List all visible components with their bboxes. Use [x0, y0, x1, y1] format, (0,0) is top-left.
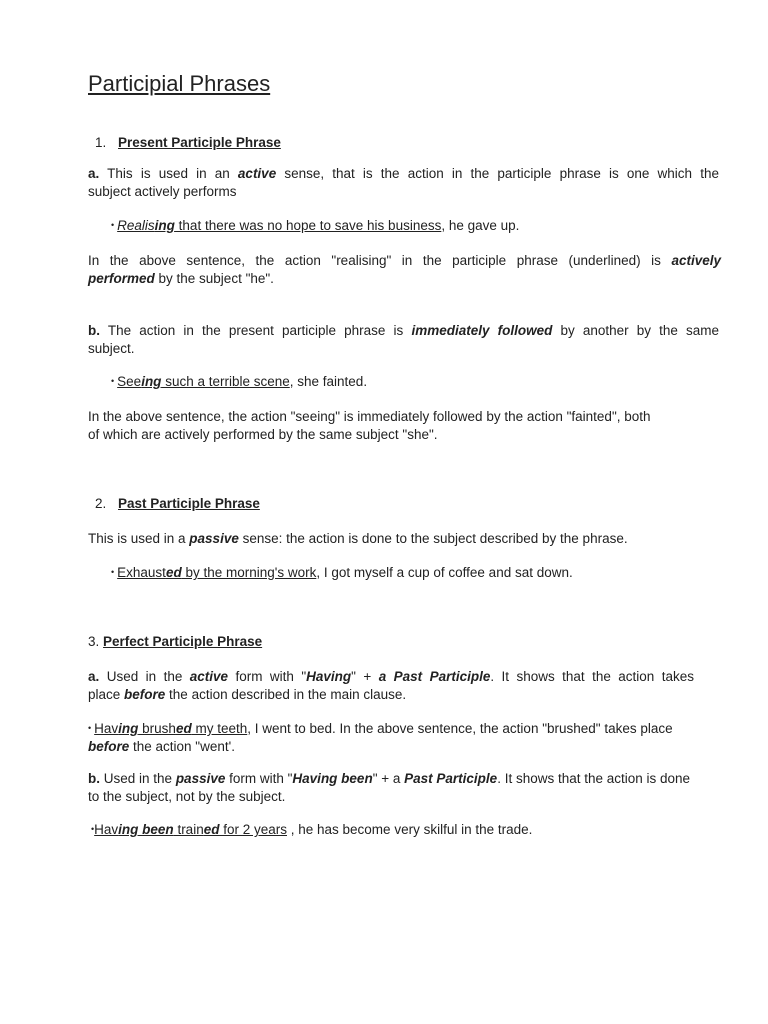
- emphasis: Having been: [292, 771, 373, 786]
- text: the action "went'.: [129, 739, 235, 754]
- explanation-line: In the above sentence, the action "seeing" is immediately followed by the action "fainted", both: [88, 409, 651, 424]
- explanation-line: of which are actively performed by the same subject "she".: [88, 427, 438, 442]
- paragraph: [88, 322, 719, 356]
- text: . It shows that the action takes: [490, 669, 694, 684]
- emphasis: Past Participle: [404, 771, 498, 786]
- text: The action in the present participle phrase is: [107, 323, 404, 338]
- section-number: 1.: [95, 135, 107, 150]
- section-title: Perfect Participle Phrase: [103, 634, 263, 649]
- participle-suffix: ed: [175, 721, 192, 736]
- text: " + a: [372, 771, 405, 786]
- emphasis: active: [237, 166, 277, 181]
- bullet-icon: •: [91, 824, 95, 834]
- item-label: b.: [88, 323, 100, 338]
- text: In the above sentence, the action "realising" in the participle phrase (underlined) is: [88, 253, 661, 268]
- emphasis: active: [189, 669, 229, 684]
- text: place: [88, 687, 125, 702]
- participle-suffix: ing been: [118, 822, 174, 837]
- emphasis: a Past Participle: [378, 669, 491, 684]
- example-sentence: [111, 217, 519, 234]
- item-label: b.: [88, 771, 100, 786]
- underlined-phrase: for 2 years: [219, 822, 287, 837]
- text: form with ": [235, 669, 307, 684]
- text: sense: the action is done to the subject described by the phrase.: [238, 531, 628, 546]
- section-3-heading: [88, 633, 262, 650]
- example-sentence: [88, 720, 673, 737]
- emphasis: performed: [88, 271, 155, 286]
- item-label: a.: [88, 166, 100, 181]
- main-clause: , I went to bed. In the above sentence, the action "brushed" takes place: [247, 721, 673, 736]
- emphasis: Having: [306, 669, 352, 684]
- emphasis: passive: [175, 771, 226, 786]
- example-sentence: [111, 373, 367, 390]
- text: form with ": [225, 771, 293, 786]
- emphasis: passive: [189, 531, 239, 546]
- underlined-phrase: Realis: [117, 218, 155, 233]
- participle-suffix: ed: [203, 822, 220, 837]
- paragraph-line: subject.: [88, 341, 135, 356]
- text: sense, that is the action in the participle phrase is one which the: [284, 166, 719, 181]
- text: by the subject "he".: [154, 271, 274, 286]
- emphasis: before: [88, 739, 130, 754]
- participle-suffix: ing: [118, 721, 139, 736]
- emphasis: before: [124, 687, 166, 702]
- example-sentence: [111, 564, 573, 581]
- bullet-icon: •: [111, 220, 115, 230]
- paragraph: [88, 770, 690, 787]
- bullet-icon: •: [88, 723, 92, 733]
- explanation-line: [88, 270, 274, 287]
- paragraph-line: [88, 686, 406, 703]
- underlined-phrase: such a terrible scene: [161, 374, 290, 389]
- section-number: 2.: [95, 496, 107, 511]
- section-2-heading: [95, 495, 260, 512]
- section-number: 3.: [88, 634, 100, 649]
- text: Used in the: [103, 771, 176, 786]
- section-title: Past Participle Phrase: [118, 496, 260, 511]
- example-sentence: [91, 821, 532, 838]
- example-line: [88, 738, 235, 755]
- underlined-phrase: Exhaust: [117, 565, 166, 580]
- underlined-phrase: that there was no hope to save his business: [174, 218, 442, 233]
- page-title: Participial Phrases: [88, 71, 271, 96]
- underlined-phrase: by the morning's work: [181, 565, 317, 580]
- emphasis: immediately followed: [411, 323, 553, 338]
- text: . It shows that the action is done: [497, 771, 691, 786]
- underlined-phrase: my teeth: [191, 721, 248, 736]
- item-label: a.: [88, 669, 100, 684]
- text: Used in the: [106, 669, 183, 684]
- text: the action described in the main clause.: [165, 687, 407, 702]
- underlined-phrase: train: [173, 822, 204, 837]
- main-clause: , she fainted.: [289, 374, 368, 389]
- section-1-heading: [95, 134, 281, 151]
- paragraph-line: to the subject, not by the subject.: [88, 789, 286, 804]
- participle-suffix: ed: [165, 565, 182, 580]
- main-clause: , he has become very skilful in the trade.: [287, 822, 533, 837]
- bullet-icon: •: [111, 567, 115, 577]
- text: This is used in an: [107, 166, 230, 181]
- text: " +: [351, 669, 379, 684]
- main-clause: , he gave up.: [441, 218, 520, 233]
- underlined-phrase: Hav: [94, 822, 119, 837]
- section-title: Present Participle Phrase: [118, 135, 281, 150]
- emphasis: actively: [671, 253, 721, 268]
- underlined-phrase: See: [117, 374, 142, 389]
- text: This is used in a: [88, 531, 190, 546]
- participle-suffix: ing: [154, 218, 175, 233]
- paragraph: [88, 530, 628, 547]
- bullet-icon: •: [111, 376, 115, 386]
- participle-suffix: ing: [141, 374, 162, 389]
- underlined-phrase: brush: [138, 721, 176, 736]
- underlined-phrase: Hav: [94, 721, 119, 736]
- main-clause: , I got myself a cup of coffee and sat down.: [316, 565, 573, 580]
- paragraph-line: subject actively performs: [88, 184, 237, 199]
- text: by another by the same: [560, 323, 719, 338]
